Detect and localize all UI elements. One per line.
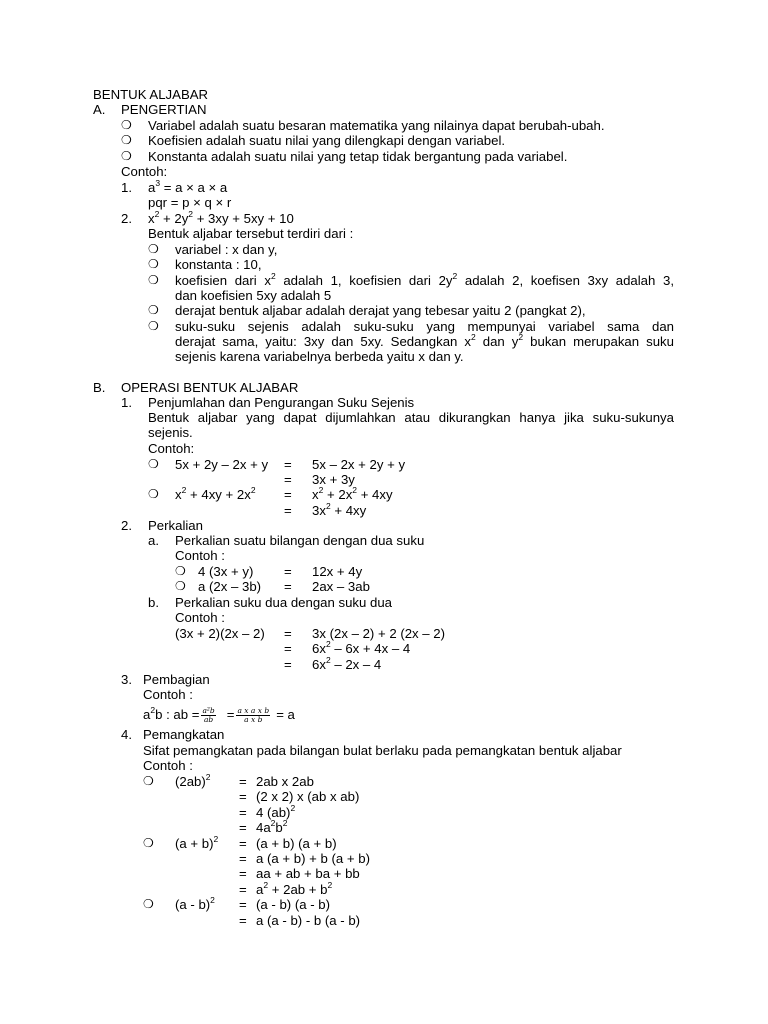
bullet-circle-icon: ❍ [143, 836, 154, 850]
bullet-circle-icon: ❍ [148, 242, 159, 256]
component-suku-sejenis-line-3: sejenis karena variabelnya berbeda yaitu x dan y. [175, 349, 464, 364]
component-koefisien-line-2: dan koefisien 5xy adalah 5 [175, 288, 332, 303]
equation-rhs: 4 (ab)$^2$ [256, 802, 296, 820]
sub-item-title: Perkalian suku dua dengan suku dua [175, 595, 393, 610]
subsection-title: Penjumlahan dan Pengurangan Suku Sejenis [148, 395, 415, 410]
equation-rhs: (a + b) (a + b) [256, 836, 337, 851]
definition-konstanta: Konstanta adalah suatu nilai yang tetap tidak bergantung pada variabel. [148, 149, 568, 164]
equals-sign: = [284, 503, 292, 518]
component-konstanta: konstanta : 10, [175, 257, 262, 272]
subsection-description-line-2: sejenis. [148, 425, 193, 440]
equals-sign: = [239, 789, 247, 804]
definition-variabel: Variabel adalah suatu besaran matematika yang nilainya dapat berubah-ubah. [148, 118, 605, 133]
equation-rhs: (a - b) (a - b) [256, 897, 331, 912]
component-koefisien-line-1: koefisien dari $x^2$ adalah 1, koefisien dari $2y^2$ adalah 2, koefisen 3xy adalah 3, [175, 270, 674, 288]
subsection-description-line-1: Bentuk aljabar yang dapat dijumlahkan atau dikurangkan hanya jika suku-sukunya [148, 410, 674, 425]
bullet-circle-icon: ❍ [148, 257, 159, 271]
bullet-circle-icon: ❍ [175, 579, 186, 593]
equation-lhs: 4 (3x + y) [198, 564, 254, 579]
section-a-heading: PENGERTIAN [121, 102, 207, 117]
contoh-label: Contoh : [143, 687, 193, 702]
subsection-number: 4. [121, 727, 132, 742]
subsection-number: 2. [121, 518, 132, 533]
equals-sign: = [239, 882, 247, 897]
section-a-letter: A. [93, 102, 106, 117]
equals-sign: = [284, 657, 292, 672]
component-suku-sejenis-line-2: derajat sama, yaitu: 3xy dan 5xy. Sedangkan $x^2$ dan $y^2$ bukan merupakan suku [175, 331, 674, 349]
equation-rhs: a (a - b) - b (a - b) [256, 913, 361, 928]
equals-sign: = [284, 564, 292, 579]
equals-sign: = [284, 579, 292, 594]
subsection-title: Pembagian [143, 672, 210, 687]
example-1-line-2: pqr = p × q × r [148, 195, 232, 210]
equation-rhs: 5x – 2x + 2y + y [312, 457, 406, 472]
equation-rhs: 3x + 3y [312, 472, 355, 487]
equals-sign: = [284, 487, 292, 502]
equation-lhs: (3x + 2)(2x – 2) [175, 626, 265, 641]
example-2-intro: Bentuk aljabar tersebut terdiri dari : [148, 226, 354, 241]
equation-lhs: 5x + 2y – 2x + y [175, 457, 269, 472]
equation-lhs: $(a + b)^2$ [175, 833, 219, 851]
bullet-circle-icon: ❍ [148, 303, 159, 317]
contoh-label: Contoh : [175, 610, 225, 625]
equals-sign: = [239, 820, 247, 835]
bullet-circle-icon: ❍ [143, 897, 154, 911]
equals-sign: = [239, 866, 247, 881]
equation-lhs: $x^2 + 4xy + 2x^2$ [175, 484, 256, 502]
equals-sign: = [284, 472, 292, 487]
component-variabel: variabel : x dan y, [175, 242, 278, 257]
bullet-circle-icon: ❍ [148, 487, 159, 501]
sub-item-title: Perkalian suatu bilangan dengan dua suku [175, 533, 425, 548]
equation-rhs: $4a^2b^2$ [256, 817, 288, 835]
subsection-number: 3. [121, 672, 132, 687]
equation-lhs: (a - b)$^2$ [175, 894, 215, 912]
equals-sign: = [239, 897, 247, 912]
equals-sign: = [239, 774, 247, 789]
bullet-circle-icon: ❍ [148, 457, 159, 471]
sub-item-letter: a. [148, 533, 159, 548]
equation-rhs: $6x^2 - 2x - 4$ [312, 654, 382, 672]
equation-rhs: (2 x 2) x (ab x ab) [256, 789, 360, 804]
contoh-label: Contoh : [175, 548, 225, 563]
equals-sign: = [239, 851, 247, 866]
fraction: $\frac{\text{a x a x b}}{\text{a x b}}$ [237, 706, 270, 725]
example-2-expression: $x^2 + 2y^2 + 3xy + 5xy + 10$ [148, 208, 294, 226]
equation-rhs: 3x (2x – 2) + 2 (2x – 2) [312, 626, 446, 641]
bullet-circle-icon: ❍ [121, 149, 132, 163]
subsection-title: Pemangkatan [143, 727, 225, 742]
equation-lhs: a (2x – 3b) [198, 579, 262, 594]
fraction: $\frac{\text{a²b}}{ab}$ [202, 706, 215, 725]
equation-rhs: a (a + b) + b (a + b) [256, 851, 370, 866]
subsection-number: 1. [121, 395, 132, 410]
equation-rhs: $3x^2 + 4xy$ [312, 500, 367, 518]
section-b-heading: OPERASI BENTUK ALJABAR [121, 380, 299, 395]
contoh-label: Contoh: [121, 164, 168, 179]
subsection-title: Perkalian [148, 518, 203, 533]
division-equation: $a^2b$ : ab = $\frac{\text{a²b}}{ab}$ = $\frac{\text{a x a x b}}{\text{a x b}}$ = a [143, 704, 295, 725]
sub-item-letter: b. [148, 595, 159, 610]
component-derajat: derajat bentuk aljabar adalah derajat yang tebesar yaitu 2 (pangkat 2), [175, 303, 586, 318]
page-title: BENTUK ALJABAR [93, 87, 209, 102]
equals-sign: = [284, 641, 292, 656]
example-1-line-1: $a^3 = a \times a \times a$ [148, 177, 228, 195]
subsection-description: Sifat pemangkatan pada bilangan bulat berlaku pada pemangkatan bentuk aljabar [143, 743, 622, 758]
equals-sign: = [239, 805, 247, 820]
definition-koefisien: Koefisien adalah suatu nilai yang dilengkapi dengan variabel. [148, 133, 506, 148]
bullet-circle-icon: ❍ [143, 774, 154, 788]
bullet-circle-icon: ❍ [121, 133, 132, 147]
equals-sign: = [239, 836, 247, 851]
equation-rhs: 2ab x 2ab [256, 774, 314, 789]
equation-rhs: 2ax – 3ab [312, 579, 370, 594]
example-number: 1. [121, 180, 132, 195]
section-b-letter: B. [93, 380, 106, 395]
equation-lhs: $(2ab)^2$ [175, 771, 211, 789]
bullet-circle-icon: ❍ [121, 118, 132, 132]
equals-sign: = [284, 626, 292, 641]
equation-rhs: aa + ab + ba + bb [256, 866, 360, 881]
bullet-circle-icon: ❍ [148, 273, 159, 287]
equation-rhs: $a^2 + 2ab + b^2$ [256, 879, 333, 897]
equals-sign: = [284, 457, 292, 472]
equation-rhs: $6x^2 - 6x + 4x - 4$ [312, 638, 411, 656]
bullet-circle-icon: ❍ [148, 319, 159, 333]
contoh-label: Contoh: [148, 441, 195, 456]
equation-rhs: $x^2 + 2x^2 + 4xy$ [312, 484, 393, 502]
example-number: 2. [121, 211, 132, 226]
component-suku-sejenis-line-1: suku-suku sejenis adalah suku-suku yang mempunyai variabel sama dan [175, 319, 674, 334]
equation-rhs: 12x + 4y [312, 564, 363, 579]
bullet-circle-icon: ❍ [175, 564, 186, 578]
contoh-label: Contoh : [143, 758, 193, 773]
equals-sign: = [239, 913, 247, 928]
